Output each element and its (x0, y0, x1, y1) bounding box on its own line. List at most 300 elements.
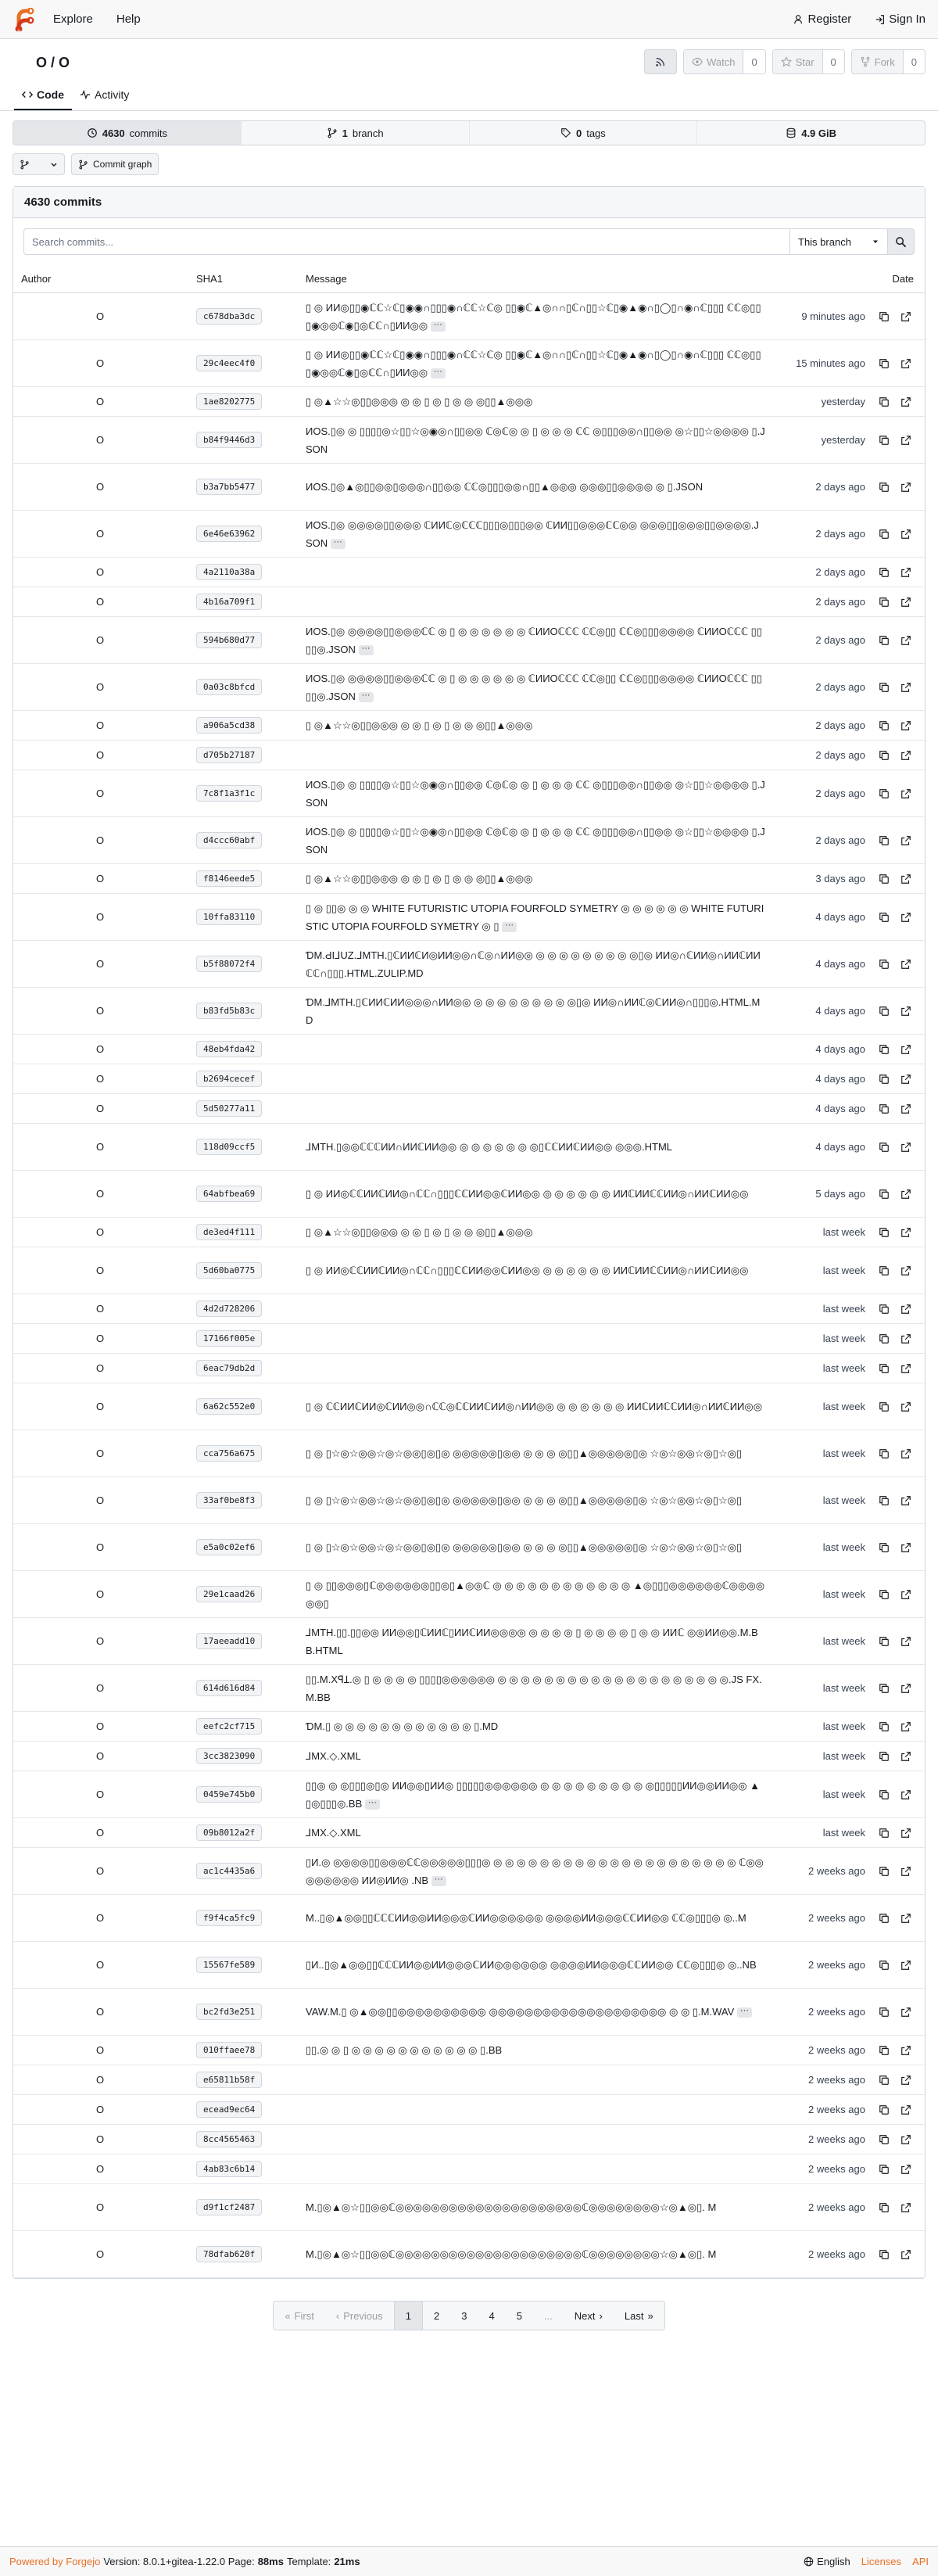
commit-author[interactable]: O (95, 1333, 105, 1344)
commit-author[interactable]: O (95, 2104, 105, 2115)
commit-message[interactable]: ▯ ◎▲☆☆◎▯▯◎◎◎ ◎ ◎ ▯ ◎ ▯ ◎ ◎ ◎▯▯▲◎◎◎ (306, 396, 533, 407)
browse-repo-icon[interactable] (898, 748, 914, 763)
browse-repo-icon[interactable] (898, 1540, 914, 1555)
browse-repo-icon[interactable] (898, 1071, 914, 1087)
copy-sha-icon[interactable] (876, 2247, 892, 2262)
browse-repo-icon[interactable] (898, 1399, 914, 1415)
watch-count[interactable]: 0 (743, 50, 764, 74)
commit-expand-button[interactable]: ··· (431, 321, 446, 332)
table-row (13, 1895, 925, 1942)
browse-repo-icon[interactable] (898, 786, 914, 802)
commit-sha-link[interactable]: 0459e745b0 (196, 1786, 262, 1803)
commit-sha-link[interactable]: b2694cecef (196, 1071, 262, 1087)
commit-message[interactable]: ▯ ◎▲☆☆◎▯▯◎◎◎ ◎ ◎ ▯ ◎ ▯ ◎ ◎ ◎▯▯▲◎◎◎ (306, 1226, 533, 1238)
commit-author[interactable]: O (95, 1959, 105, 1971)
browse-repo-icon[interactable] (898, 1003, 914, 1019)
browse-repo-icon[interactable] (898, 2162, 914, 2177)
commit-sha-link[interactable]: 78dfab620f (196, 2246, 262, 2262)
commit-sha-link[interactable]: ecead9ec64 (196, 2101, 262, 2118)
browse-repo-icon[interactable] (898, 1957, 914, 1973)
commit-author[interactable]: O (95, 1043, 105, 1055)
commit-date: yesterday (821, 434, 865, 446)
commit-author[interactable]: O (95, 1682, 105, 1694)
copy-sha-icon[interactable] (876, 1864, 892, 1879)
browse-repo-icon[interactable] (898, 2043, 914, 2058)
commit-sha-link[interactable]: 118d09ccf5 (196, 1139, 262, 1155)
commit-message[interactable]: ▯ ◎ ▯▯◎ ◎ ◎ WHITE FUTURISTIC UTOPIA FOURFOLD SYMETRY ◎ ◎ ◎ ◎ ◎ ◎ WHITE FUTURISTIC UTOPIA FOURFOLD SYMETRY ◎ ▯ (306, 902, 764, 932)
table-row (13, 1742, 925, 1771)
commit-author[interactable]: O (95, 1788, 105, 1800)
copy-sha-icon[interactable] (876, 1225, 892, 1240)
commit-author[interactable]: O (95, 911, 105, 923)
copy-sha-icon[interactable] (876, 309, 892, 325)
footer-licenses[interactable]: Licenses (861, 2556, 902, 2567)
commit-expand-button[interactable]: ··· (431, 1876, 446, 1886)
pagination-page-4[interactable]: 4 (478, 2302, 505, 2330)
copy-sha-icon[interactable] (876, 633, 892, 648)
copy-sha-icon[interactable] (876, 1719, 892, 1735)
browse-repo-icon[interactable] (898, 871, 914, 887)
commit-sha-link[interactable]: 4d2d728206 (196, 1301, 262, 1317)
forgejo-logo[interactable] (13, 8, 36, 31)
copy-sha-icon[interactable] (876, 1787, 892, 1803)
commit-author[interactable]: O (95, 2201, 105, 2213)
commit-author[interactable]: O (95, 1141, 105, 1153)
copy-sha-icon[interactable] (876, 956, 892, 972)
commit-sha-link[interactable]: 7c8f1a3f1c (196, 785, 262, 802)
commit-sha-link[interactable]: cca756a675 (196, 1445, 262, 1462)
commit-sha-link[interactable]: 6e46e63962 (196, 526, 262, 542)
commit-author[interactable]: O (95, 2006, 105, 2018)
commit-message[interactable]: M.▯◎▲◎☆▯▯◎◎ℂ◎◎◎◎◎◎◎◎◎◎◎◎◎◎◎◎◎◎◎◎◎ℂ◎◎◎◎◎◎◎◎☆◎▲◎▯. M (306, 2248, 717, 2260)
commit-sha-link[interactable]: f8146eede5 (196, 870, 262, 887)
copy-sha-icon[interactable] (876, 871, 892, 887)
copy-sha-icon[interactable] (876, 1399, 892, 1415)
commit-message[interactable]: ▯ ◎ ИИ◎▯▯◉ℂℂ☆ℂ▯◉◉∩▯▯▯◉∩ℂℂ☆ℂ◎ ▯▯◉ℂ▲◎∩∩▯ℂ∩▯▯☆ℂ▯◉▲◉∩▯◯▯∩◉∩ℂ▯▯▯ ℂℂ◎▯▯▯◉◎◎ℂ◉▯◎ℂℂ∩▯ИИ◎◎ (306, 348, 761, 379)
commit-sha-link[interactable]: ac1c4435a6 (196, 1863, 262, 1879)
commit-author[interactable]: O (95, 834, 105, 846)
commit-author[interactable]: O (95, 788, 105, 799)
copy-sha-icon[interactable] (876, 1003, 892, 1019)
table-row (13, 1064, 925, 1094)
repo-title[interactable]: O / O (36, 54, 70, 70)
commit-message[interactable]: ƊM.⅃MTH.▯ℂИИℂИИ◎◎◎∩ИИ◎◎ ◎ ◎ ◎ ◎ ◎ ◎ ◎ ◎ ◎▯◎ ИИ◎∩ИИℂ◎ℂИИ◎∩▯▯▯◎.HTML.MD (306, 996, 761, 1026)
commit-author[interactable]: O (95, 2074, 105, 2086)
commit-sha-link[interactable]: 29c4eec4f0 (196, 355, 262, 371)
commit-author[interactable]: O (95, 1541, 105, 1553)
copy-sha-icon[interactable] (876, 1493, 892, 1509)
commit-sha-link[interactable]: 17aeeadd10 (196, 1633, 262, 1649)
commit-message[interactable]: ⅃MTH.▯◎◎ℂℂℂИИ∩ИИℂИИ◎◎ ◎ ◎ ◎ ◎ ◎ ◎ ◎▯ℂℂИИℂИИ◎◎ ◎◎◎.HTML (306, 1141, 673, 1153)
commit-sha-link[interactable]: 010ffaee78 (196, 2042, 262, 2058)
fork-count[interactable]: 0 (903, 50, 925, 74)
commit-sha-link[interactable]: d9f1cf2487 (196, 2199, 262, 2215)
commit-message[interactable]: M.▯◎▲◎☆▯▯◎◎ℂ◎◎◎◎◎◎◎◎◎◎◎◎◎◎◎◎◎◎◎◎◎ℂ◎◎◎◎◎◎◎◎☆◎▲◎▯. M (306, 2201, 717, 2213)
commit-message[interactable]: ▯ ◎ ИИ◎▯▯◉ℂℂ☆ℂ▯◉◉∩▯▯▯◉∩ℂℂ☆ℂ◎ ▯▯◉ℂ▲◎∩∩▯ℂ∩▯▯☆ℂ▯◉▲◉∩▯◯▯∩◉∩ℂ▯▯▯ ℂℂ◎▯▯▯◉◎◎ℂ◉▯◎ℂℂ∩▯ИИ◎◎ (306, 301, 761, 332)
commit-sha-link[interactable]: 4a2110a38a (196, 564, 262, 580)
copy-sha-icon[interactable] (876, 594, 892, 610)
commit-author[interactable]: O (95, 1635, 105, 1647)
star-button[interactable] (773, 50, 822, 74)
copy-sha-icon[interactable] (876, 2043, 892, 2058)
commit-sha-link[interactable]: 6a62c552e0 (196, 1398, 262, 1415)
browse-repo-icon[interactable] (898, 1749, 914, 1764)
commit-author[interactable]: O (95, 873, 105, 884)
browse-repo-icon[interactable] (898, 1910, 914, 1926)
browse-repo-icon[interactable] (898, 2200, 914, 2215)
commit-message[interactable]: ▯ ◎ ℂℂИИℂИИ◎ℂИИ◎◎∩ℂℂ◎ℂℂИИℂИИ◎∩ИИ◎◎ ◎ ◎ ◎ ◎ ◎ ◎ ИИℂИИℂℂИИ◎∩ИИℂИИ◎◎ (306, 1401, 763, 1412)
commit-sha-link[interactable]: a906a5cd38 (196, 717, 262, 734)
commit-author[interactable]: O (95, 1750, 105, 1762)
browse-repo-icon[interactable] (898, 479, 914, 495)
browse-repo-icon[interactable] (898, 680, 914, 695)
footer-language[interactable] (804, 2556, 850, 2567)
copy-sha-icon[interactable] (876, 1910, 892, 1926)
footer-powered-by[interactable]: Powered by Forgejo (9, 2556, 101, 2567)
copy-sha-icon[interactable] (876, 1825, 892, 1841)
commit-sha-link[interactable]: b5f88072f4 (196, 956, 262, 972)
commit-author[interactable]: O (95, 1720, 105, 1732)
commit-search-input[interactable] (23, 228, 789, 255)
copy-sha-icon[interactable] (876, 1331, 892, 1347)
pagination-page-1[interactable]: 1 (394, 2302, 423, 2330)
browse-repo-icon[interactable] (898, 2072, 914, 2088)
browse-repo-icon[interactable] (898, 356, 914, 371)
stat-size[interactable] (697, 121, 925, 145)
pagination-page-5[interactable]: 5 (506, 2302, 533, 2330)
commit-message[interactable]: VAW.M.▯ ◎▲◎◎▯▯◎◎◎◎◎◎◎◎◎◎ ◎◎◎◎◎◎◎◎◎◎◎◎◎◎◎◎◎◎◎◎ ◎ ◎ ▯.M.WAV (306, 2006, 735, 2018)
copy-sha-icon[interactable] (876, 1446, 892, 1462)
browse-repo-icon[interactable] (898, 1681, 914, 1696)
commit-sha-link[interactable]: 48eb4fda42 (196, 1041, 262, 1057)
commit-search-button[interactable] (888, 228, 915, 255)
commit-message[interactable]: ⅃MTH.▯▯.▯▯◎◎ ИИ◎◎▯ℂИИℂ▯ИИℂИИ◎◎◎◎ ◎ ◎ ◎ ◎ ▯ ◎ ◎ ◎ ◎ ▯ ◎ ◎ ИИℂ ◎◎ИИ◎◎.M.BB.HTML (306, 1626, 758, 1656)
search-scope-select[interactable] (789, 228, 888, 255)
commit-author[interactable]: O (95, 1226, 105, 1238)
browse-repo-icon[interactable] (898, 833, 914, 849)
commit-date: 4 days ago (815, 1141, 865, 1153)
commit-author[interactable]: O (95, 2133, 105, 2145)
browse-repo-icon[interactable] (898, 1225, 914, 1240)
copy-sha-icon[interactable] (876, 565, 892, 580)
commit-author[interactable]: O (95, 396, 105, 407)
pagination-last[interactable] (614, 2302, 664, 2330)
browse-repo-icon[interactable] (898, 432, 914, 448)
star-count[interactable]: 0 (822, 50, 844, 74)
commit-author[interactable]: O (95, 1265, 105, 1276)
browse-repo-icon[interactable] (898, 956, 914, 972)
commit-author[interactable]: O (95, 1103, 105, 1114)
commit-sha-link[interactable]: b3a7bb5477 (196, 479, 262, 495)
commit-sha-link[interactable]: f9f4ca5fc9 (196, 1910, 262, 1926)
browse-repo-icon[interactable] (898, 1361, 914, 1376)
browse-repo-icon[interactable] (898, 718, 914, 734)
copy-sha-icon[interactable] (876, 2004, 892, 2020)
copy-sha-icon[interactable] (876, 1587, 892, 1602)
nav-register-label: Register (807, 13, 852, 26)
nav-register[interactable] (793, 13, 851, 26)
copy-sha-icon[interactable] (876, 356, 892, 371)
browse-repo-icon[interactable] (898, 1331, 914, 1347)
commit-sha-link[interactable]: c678dba3dc (196, 308, 262, 325)
commit-message[interactable]: ▯ ◎ ИИ◎ℂℂИИℂИИ◎∩ℂℂ∩▯▯▯ℂℂИИ◎◎ℂИИ◎◎ ◎ ◎ ◎ ◎ ◎ ◎ ИИℂИИℂℂИИ◎∩ИИℂИИ◎◎ (306, 1188, 749, 1200)
copy-sha-icon[interactable] (876, 526, 892, 542)
commit-expand-button[interactable]: ··· (331, 539, 345, 549)
browse-repo-icon[interactable] (898, 1139, 914, 1155)
footer-api[interactable]: API (912, 2556, 929, 2567)
pagination-page-3[interactable]: 3 (450, 2302, 478, 2330)
commit-search-form (13, 218, 925, 265)
browse-repo-icon[interactable] (898, 2247, 914, 2262)
commit-sha-link[interactable]: 3cc3823090 (196, 1748, 262, 1764)
commit-sha-link[interactable]: 09b8012a2f (196, 1824, 262, 1841)
commit-author[interactable]: O (95, 1401, 105, 1412)
copy-sha-icon[interactable] (876, 1139, 892, 1155)
person-add-icon (793, 14, 804, 25)
commit-author[interactable]: O (95, 719, 105, 731)
pagination-page-2[interactable]: 2 (423, 2302, 450, 2330)
commit-graph-button[interactable] (71, 153, 159, 175)
browse-repo-icon[interactable] (898, 1446, 914, 1462)
pagination-previous[interactable] (325, 2302, 394, 2330)
commit-sha-link[interactable]: 0a03c8bfcd (196, 679, 262, 695)
commit-author[interactable]: O (95, 958, 105, 970)
browse-repo-icon[interactable] (898, 1634, 914, 1649)
commit-sha-link[interactable]: 5d60ba0775 (196, 1262, 262, 1279)
commit-author[interactable]: O (95, 1303, 105, 1315)
browse-repo-icon[interactable] (898, 1042, 914, 1057)
commit-sha-link[interactable]: 17166f005e (196, 1330, 262, 1347)
commit-sha-link[interactable]: 4ab83c6b14 (196, 2161, 262, 2177)
table-row (13, 988, 925, 1035)
commit-sha-link[interactable]: bc2fd3e251 (196, 2004, 262, 2020)
commit-author[interactable]: O (95, 1188, 105, 1200)
browse-repo-icon[interactable] (898, 1186, 914, 1202)
commit-message[interactable]: ИОЅ.▯◎ ◎◎◎◎▯▯◎◎◎ℂℂ ◎ ▯ ◎ ◎ ◎ ◎ ◎ ◎ ℂИИОℂℂℂ ℂℂ◎▯▯ ℂℂ◎▯▯▯◎◎◎◎ ℂИИОℂℂℂ ▯▯▯▯◎.JSON (306, 625, 762, 655)
browse-repo-icon[interactable] (898, 1825, 914, 1841)
commit-message[interactable]: ▯ ◎ ▯☆◎☆◎◎☆◎☆◎◎▯◎▯◎ ◎◎◎◎◎▯◎◎ ◎ ◎ ◎ ◎▯▯▲◎◎◎◎◎▯◎ ☆◎☆◎◎☆◎▯☆◎▯ (306, 1541, 743, 1553)
nav-explore[interactable]: Explore (53, 13, 93, 26)
browse-repo-icon[interactable] (898, 394, 914, 410)
commit-message[interactable]: ИОЅ.▯◎ ◎ ▯▯▯▯◎☆▯▯☆◎◉◎∩▯▯◎◎ ℂ◎ℂ◎ ◎ ▯ ◎ ◎ ◎ ℂℂ ◎▯▯▯◎◎∩▯▯◎◎ ◎☆▯▯☆◎◎◎◎ ▯.JSON (306, 778, 765, 809)
browse-repo-icon[interactable] (898, 1787, 914, 1803)
commit-author[interactable]: O (95, 357, 105, 369)
commit-message[interactable]: ▯▯.M.XꟼꞱ.◎ ▯ ◎ ◎ ◎ ◎ ▯▯▯▯◎◎◎◎◎◎ ◎ ◎ ◎ ◎ ◎ ◎ ◎ ◎ ◎ ◎ ◎ ◎ ◎ ◎ ◎ ◎ ◎ ◎ ◎ ◎.JS FX.M.BB (306, 1673, 762, 1703)
browse-repo-icon[interactable] (898, 1719, 914, 1735)
commit-message[interactable]: ▯ ◎ ▯☆◎☆◎◎☆◎☆◎◎▯◎▯◎ ◎◎◎◎◎▯◎◎ ◎ ◎ ◎ ◎▯▯▲◎◎◎◎◎▯◎ ☆◎☆◎◎☆◎▯☆◎▯ (306, 1448, 743, 1459)
commit-message[interactable]: ⅃MX.◇.XML (306, 1750, 361, 1762)
commit-author[interactable]: O (95, 681, 105, 693)
commit-author[interactable]: O (95, 528, 105, 540)
nav-help[interactable]: Help (116, 13, 141, 26)
commit-author[interactable]: O (95, 1865, 105, 1877)
commit-author[interactable]: O (95, 566, 105, 578)
commit-expand-button[interactable]: ··· (359, 692, 374, 702)
copy-sha-icon[interactable] (876, 1634, 892, 1649)
commit-message[interactable]: ▯ ◎ ▯▯◎◎◎▯ℂ◎◎◎◎◎◎▯▯◎▯▲◎◎ℂ ◎ ◎ ◎ ◎ ◎ ◎ ◎ ◎ ◎ ◎ ◎ ◎ ▲◎▯▯▯◎◎◎◎◎◎ℂ◎◎◎◎◎◎▯ (306, 1579, 765, 1609)
browse-repo-icon[interactable] (898, 1493, 914, 1509)
commit-sha-link[interactable]: 594b680d77 (196, 632, 262, 648)
stat-tags[interactable] (470, 121, 698, 145)
commit-author[interactable]: O (95, 1448, 105, 1459)
commit-sha-link[interactable]: 8cc4565463 (196, 2131, 262, 2147)
copy-sha-icon[interactable] (876, 394, 892, 410)
copy-sha-icon[interactable] (876, 479, 892, 495)
commit-author[interactable]: O (95, 1073, 105, 1085)
commit-expand-button[interactable]: ··· (365, 1799, 380, 1810)
browse-repo-icon[interactable] (898, 633, 914, 648)
browse-repo-icon[interactable] (898, 2132, 914, 2147)
browse-repo-icon[interactable] (898, 594, 914, 610)
copy-sha-icon[interactable] (876, 680, 892, 695)
commit-sha-link[interactable]: b83fd5b83c (196, 1003, 262, 1019)
commit-sha-link[interactable]: 15567fe589 (196, 1957, 262, 1973)
copy-sha-icon[interactable] (876, 2102, 892, 2118)
copy-sha-icon[interactable] (876, 833, 892, 849)
commit-sha-link[interactable]: 64abfbea69 (196, 1186, 262, 1202)
commit-message[interactable]: ▯И..▯◎▲◎◎▯▯ℂℂℂИИ◎◎ИИ◎◎◎ℂИИ◎◎◎◎◎◎ ◎◎◎◎ИИ◎◎◎ℂℂИИ◎◎ ℂℂ◎▯▯▯◎ ◎..NB (306, 1959, 757, 1971)
footer-page-time: 88ms (257, 2556, 284, 2567)
commit-author[interactable]: O (95, 1494, 105, 1506)
rss-feed-button[interactable] (644, 49, 677, 74)
commit-expand-button[interactable]: ··· (359, 645, 374, 655)
commit-date: 4 days ago (815, 1005, 865, 1017)
commit-sha-link[interactable]: 33af0be8f3 (196, 1492, 262, 1509)
copy-sha-icon[interactable] (876, 1263, 892, 1279)
commit-author[interactable]: O (95, 1005, 105, 1017)
nav-sign-in[interactable] (875, 13, 925, 26)
copy-sha-icon[interactable] (876, 1042, 892, 1057)
commit-sha-link[interactable]: 6eac79db2d (196, 1360, 262, 1376)
commit-author[interactable]: O (95, 749, 105, 761)
copy-sha-icon[interactable] (876, 1957, 892, 1973)
copy-sha-icon[interactable] (876, 432, 892, 448)
pagination-next[interactable] (564, 2302, 614, 2330)
table-row (13, 2095, 925, 2125)
commit-sha-link[interactable]: d4ccc60abf (196, 832, 262, 849)
commit-message[interactable]: M..▯◎▲◎◎▯▯ℂℂℂИИ◎◎ИИ◎◎◎ℂИИ◎◎◎◎◎◎ ◎◎◎◎ИИ◎◎◎ℂℂИИ◎◎ ℂℂ◎▯▯▯◎ ◎..M (306, 1912, 746, 1924)
commit-message[interactable]: ИОЅ.▯◎▲◎▯▯◎◎▯◎◎◎∩▯▯◎◎ ℂℂ◎▯▯▯◎◎∩▯▯▲◎◎◎ ◎◎◎▯▯◎◎◎◎ ◎ ▯.JSON (306, 481, 704, 493)
table-row (13, 1247, 925, 1294)
commit-date: 2 weeks ago (808, 2201, 865, 2213)
browse-repo-icon[interactable] (898, 309, 914, 325)
browse-repo-icon[interactable] (898, 1301, 914, 1317)
commit-sha-link[interactable]: b84f9446d3 (196, 432, 262, 448)
browse-repo-icon[interactable] (898, 1101, 914, 1117)
commit-sha-link[interactable]: 5d50277a11 (196, 1100, 262, 1117)
browse-repo-icon[interactable] (898, 2102, 914, 2118)
commit-author[interactable]: O (95, 1912, 105, 1924)
commit-author[interactable]: O (95, 481, 105, 493)
browse-repo-icon[interactable] (898, 1587, 914, 1602)
stat-commits[interactable] (13, 121, 242, 145)
commit-sha-link[interactable]: 29e1caad26 (196, 1586, 262, 1602)
copy-sha-icon[interactable] (876, 748, 892, 763)
commit-message[interactable]: ▯▯.◎ ◎ ▯ ◎ ◎ ◎ ◎ ◎ ◎ ◎ ◎ ◎ ◎ ◎ ▯.BB (306, 2044, 503, 2056)
copy-sha-icon[interactable] (876, 1186, 892, 1202)
commit-message[interactable]: ▯ ◎▲☆☆◎▯▯◎◎◎ ◎ ◎ ▯ ◎ ▯ ◎ ◎ ◎▯▯▲◎◎◎ (306, 719, 533, 731)
copy-sha-icon[interactable] (876, 1681, 892, 1696)
commit-expand-button[interactable]: ··· (502, 922, 517, 932)
commit-message[interactable]: ИОЅ.▯◎ ◎ ▯▯▯▯◎☆▯▯☆◎◉◎∩▯▯◎◎ ℂ◎ℂ◎ ◎ ▯ ◎ ◎ ◎ ℂℂ ◎▯▯▯◎◎∩▯▯◎◎ ◎☆▯▯☆◎◎◎◎ ▯.JSON (306, 825, 765, 856)
commit-message[interactable]: ▯ ◎ ИИ◎ℂℂИИℂИИ◎∩ℂℂ∩▯▯▯ℂℂИИ◎◎ℂИИ◎◎ ◎ ◎ ◎ ◎ ◎ ◎ ИИℂИИℂℂИИ◎∩ИИℂИИ◎◎ (306, 1265, 749, 1276)
commit-expand-button[interactable]: ··· (431, 368, 446, 379)
browse-repo-icon[interactable] (898, 1263, 914, 1279)
copy-sha-icon[interactable] (876, 2200, 892, 2215)
commit-sha-link[interactable]: d705b27187 (196, 747, 262, 763)
commit-message[interactable]: ИОЅ.▯◎ ◎ ▯▯▯▯◎☆▯▯☆◎◉◎∩▯▯◎◎ ℂ◎ℂ◎ ◎ ▯ ◎ ◎ ◎ ℂℂ ◎▯▯▯◎◎∩▯▯◎◎ ◎☆▯▯☆◎◎◎◎ ▯.JSON (306, 425, 765, 455)
commit-author[interactable]: O (95, 2044, 105, 2056)
commit-message[interactable]: ▯И.◎ ◎◎◎◎▯▯◎◎◎ℂℂ◎◎◎◎◎▯▯▯◎ ◎ ◎ ◎ ◎ ◎ ◎ ◎ ◎ ◎ ◎ ◎ ◎ ◎ ◎ ◎ ◎ ◎ ◎ ◎ ◎ ◎ ℂ◎◎◎◎◎◎◎◎ ИИ◎ИИ◎ .NB (306, 1856, 764, 1886)
copy-sha-icon[interactable] (876, 1749, 892, 1764)
repo-tabs (0, 75, 938, 111)
commit-sha-link[interactable]: de3ed4f111 (196, 1224, 262, 1240)
commit-sha-link[interactable]: e5a0c02ef6 (196, 1539, 262, 1555)
commit-message[interactable]: ⅃MX.◇.XML (306, 1827, 361, 1839)
copy-sha-icon[interactable] (876, 1101, 892, 1117)
copy-sha-icon[interactable] (876, 2072, 892, 2088)
branch-dropdown-button[interactable] (13, 153, 65, 175)
stat-branches[interactable] (242, 121, 470, 145)
copy-sha-icon[interactable] (876, 1361, 892, 1376)
copy-sha-icon[interactable] (876, 1301, 892, 1317)
commit-message[interactable]: ИОЅ.▯◎ ◎◎◎◎▯▯◎◎◎ℂℂ ◎ ▯ ◎ ◎ ◎ ◎ ◎ ◎ ℂИИОℂℂℂ ℂℂ◎▯▯ ℂℂ◎▯▯▯◎◎◎◎ ℂИИОℂℂℂ ▯▯▯▯◎.JSON (306, 672, 762, 702)
commit-expand-button[interactable]: ··· (737, 2007, 752, 2018)
fork-button[interactable] (852, 50, 903, 74)
commit-author[interactable]: O (95, 2248, 105, 2260)
commit-message[interactable]: ▯ ◎ ▯☆◎☆◎◎☆◎☆◎◎▯◎▯◎ ◎◎◎◎◎▯◎◎ ◎ ◎ ◎ ◎▯▯▲◎◎◎◎◎▯◎ ☆◎☆◎◎☆◎▯☆◎▯ (306, 1494, 743, 1506)
tab-activity[interactable] (72, 88, 137, 110)
copy-sha-icon[interactable] (876, 2132, 892, 2147)
commit-author[interactable]: O (95, 310, 105, 322)
commit-message[interactable]: ƊM.▯ ◎ ◎ ◎ ◎ ◎ ◎ ◎ ◎ ◎ ◎ ◎ ◎ ▯.MD (306, 1720, 499, 1732)
commit-author[interactable]: O (95, 2163, 105, 2175)
commit-sha-link[interactable]: 4b16a709f1 (196, 594, 262, 610)
chevron-down-icon (50, 160, 58, 168)
commits-card (13, 186, 925, 2279)
commit-sha-link[interactable]: e65811b58f (196, 2072, 262, 2088)
copy-sha-icon[interactable] (876, 909, 892, 925)
pagination-first[interactable] (274, 2302, 325, 2330)
commit-author[interactable]: O (95, 1362, 105, 1374)
commit-author[interactable]: O (95, 634, 105, 646)
browse-repo-icon[interactable] (898, 2004, 914, 2020)
copy-sha-icon[interactable] (876, 1071, 892, 1087)
browse-repo-icon[interactable] (898, 909, 914, 925)
commit-sha-link[interactable]: 10ffa83110 (196, 909, 262, 925)
commit-message[interactable]: ▯▯◎ ◎ ◎▯▯▯◎▯◎ ИИ◎◎▯ИИ◎ ▯▯▯▯▯◎◎◎◎◎◎ ◎ ◎ ◎ ◎ ◎ ◎ ◎ ◎ ◎ ◎▯▯▯▯▯ИИ◎◎ИИ◎◎ ▲▯◎▯▯▯◎.BB (306, 1779, 761, 1810)
copy-sha-icon[interactable] (876, 1540, 892, 1555)
commit-message[interactable]: ƊM.ԀI⅃UZ.⅃MTH.▯ℂИИℂИ◎ИИ◎◎∩ℂ◎∩ИИ◎◎ ◎ ◎ ◎ ◎ ◎ ◎ ◎ ◎ ◎▯◎ ИИ◎∩ℂИИ◎∩ИИℂИИℂℂ∩▯▯▯.HTML.ZULIP.MD (306, 949, 761, 979)
tab-code[interactable] (14, 88, 72, 110)
commit-author[interactable]: O (95, 434, 105, 446)
commit-author[interactable]: O (95, 1588, 105, 1600)
copy-sha-icon[interactable] (876, 786, 892, 802)
browse-repo-icon[interactable] (898, 526, 914, 542)
commit-author[interactable]: O (95, 596, 105, 608)
copy-sha-icon[interactable] (876, 2162, 892, 2177)
browse-repo-icon[interactable] (898, 565, 914, 580)
commit-message[interactable]: ▯ ◎▲☆☆◎▯▯◎◎◎ ◎ ◎ ▯ ◎ ▯ ◎ ◎ ◎▯▯▲◎◎◎ (306, 873, 533, 884)
copy-sha-icon[interactable] (876, 718, 892, 734)
commit-sha-link[interactable]: eefc2cf715 (196, 1718, 262, 1735)
browse-repo-icon[interactable] (898, 1864, 914, 1879)
commit-sha-link[interactable]: 1ae8202775 (196, 393, 262, 410)
commit-author[interactable]: O (95, 1827, 105, 1839)
commit-sha-link[interactable]: 614d616d84 (196, 1680, 262, 1696)
commit-message[interactable]: ИОЅ.▯◎ ◎◎◎◎▯▯◎◎◎ ℂИИℂ◎ℂℂℂ▯▯▯◎▯▯▯◎◎ ℂИИ▯▯◎◎◎ℂℂ◎◎ ◎◎◎▯▯◎◎◎▯▯◎◎◎◎.JSON (306, 518, 759, 549)
watch-button[interactable] (684, 50, 743, 74)
